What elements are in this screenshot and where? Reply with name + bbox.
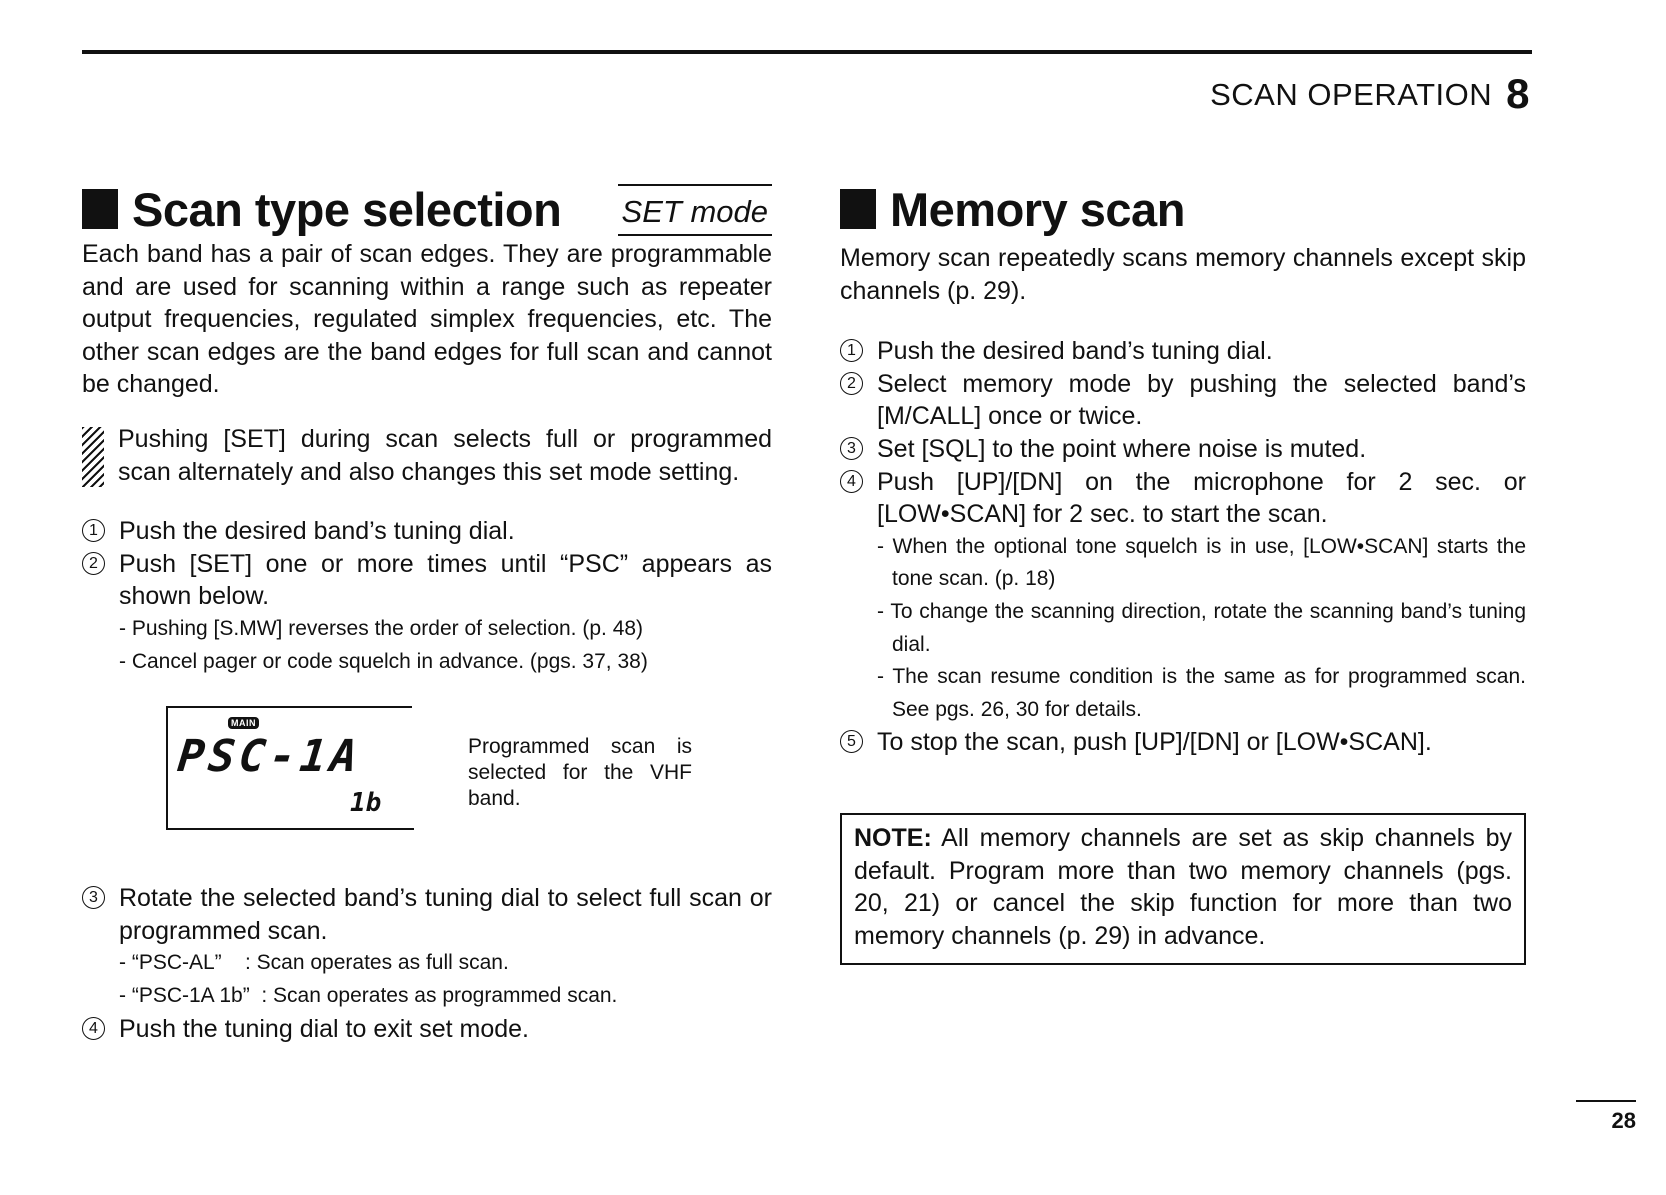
lcd-top-rule	[166, 706, 412, 708]
lcd-main-readout: PSC-1A	[175, 731, 364, 783]
lcd-main-badge: MAIN	[228, 717, 259, 729]
mstep-3-text: Set [SQL] to the point where noise is muted.	[877, 434, 1367, 463]
hint-hatch-icon	[82, 427, 104, 487]
step-number-1: 1	[82, 519, 105, 542]
lcd-sub-readout: 1b	[350, 788, 382, 819]
step-number-3: 3	[82, 886, 105, 909]
mstep-number-5: 5	[840, 730, 863, 753]
mstep-number-2: 2	[840, 372, 863, 395]
scan-type-title: Scan type selection	[132, 182, 562, 236]
memory-scan-intro: Memory scan repeatedly scans memory channels except skip channels (p. 29).	[840, 244, 1526, 305]
memory-scan-steps	[840, 335, 1526, 759]
step-2-note-1: - Pushing [S.MW] reverses the order of selection. (p. 48)	[119, 616, 644, 640]
step-2	[82, 548, 772, 678]
header-rule	[82, 50, 1532, 54]
step-3-note-1: - “PSC-AL” : Scan operates as full scan.	[119, 951, 509, 975]
lcd-caption: Programmed scan is selected for the VHF band.	[468, 735, 692, 811]
scan-type-selection-section	[82, 178, 772, 1045]
scan-type-steps-a	[82, 515, 772, 678]
step-4-text: Push the tuning dial to exit set mode.	[119, 1014, 529, 1043]
step-number-2: 2	[82, 552, 105, 575]
step-2-text: Push [SET] one or more times until “PSC” appears as shown below.	[119, 549, 772, 611]
mstep-2-text: Select memory mode by pushing the selected band’s [M/CALL] once or twice.	[877, 369, 1526, 431]
section-title: SCAN OPERATION	[1210, 77, 1493, 112]
mstep-1	[840, 335, 1526, 368]
step-3-note-2: - “PSC-1A 1b” : Scan operates as programmed scan.	[119, 983, 618, 1007]
step-4	[82, 1013, 772, 1046]
mstep-4-note-1: - When the optional tone squelch is in use, [LOW•SCAN] starts the tone scan. (p. 18)	[877, 534, 1526, 591]
memory-scan-title: Memory scan	[890, 182, 1185, 236]
step-3-text: Rotate the selected band’s tuning dial to select full scan or programmed scan.	[119, 884, 772, 945]
set-mode-badge: SET mode	[618, 184, 772, 236]
mstep-5	[840, 726, 1526, 759]
memory-scan-heading	[840, 178, 1526, 240]
scan-type-steps-b	[82, 882, 772, 1045]
step-number-4: 4	[82, 1017, 105, 1040]
step-2-note-2: - Cancel pager or code squelch in advance. (pgs. 37, 38)	[119, 649, 648, 673]
mstep-1-text: Push the desired band’s tuning dial.	[877, 337, 1273, 366]
step-1	[82, 515, 772, 548]
heading-square-icon	[82, 189, 118, 229]
page-number: 28	[1576, 1100, 1636, 1134]
scan-type-intro: Each band has a pair of scan edges. They are programmable and are used for scanning within a range such as repeater output frequencies, regulated simplex frequencies, etc. The other scan edges are the band edges for full scan and cannot be changed.	[82, 240, 772, 399]
note-box	[840, 813, 1526, 965]
note-text: All memory channels are set as skip channels by default. Program more than two memory channels (pgs. 20, 21) or cancel the skip function for more than two memory channels (p. 29) in advance.	[854, 823, 1512, 950]
mstep-4-note-2: - To change the scanning direction, rotate the scanning band’s tuning dial.	[877, 599, 1526, 656]
mstep-5-text: To stop the scan, push [UP]/[DN] or [LOW•SCAN].	[877, 728, 1432, 757]
mstep-number-4: 4	[840, 470, 863, 493]
lcd-bottom-rule	[166, 828, 412, 830]
note-label: NOTE:	[854, 823, 932, 852]
memory-scan-section	[840, 178, 1526, 965]
mstep-3	[840, 433, 1526, 466]
step-1-text: Push the desired band’s tuning dial.	[119, 517, 515, 546]
mstep-4-note-3: - The scan resume condition is the same as for programmed scan. See pgs. 26, 30 for details.	[877, 665, 1526, 721]
heading-square-icon	[840, 189, 876, 229]
mstep-4-text: Push [UP]/[DN] on the microphone for 2 sec. or [LOW•SCAN] for 2 sec. to start the scan.	[877, 467, 1526, 529]
scan-type-heading	[82, 178, 772, 240]
section-header	[1210, 70, 1530, 118]
lcd-figure	[82, 706, 772, 906]
mstep-2	[840, 368, 1526, 433]
mstep-4	[840, 466, 1526, 727]
chapter-number: 8	[1506, 70, 1530, 117]
hint-text: Pushing [SET] during scan selects full or programmed scan alternately and also changes this set mode setting.	[118, 424, 772, 486]
hint-paragraph	[82, 423, 772, 488]
mstep-number-1: 1	[840, 339, 863, 362]
step-3	[82, 882, 772, 1012]
mstep-number-3: 3	[840, 437, 863, 460]
